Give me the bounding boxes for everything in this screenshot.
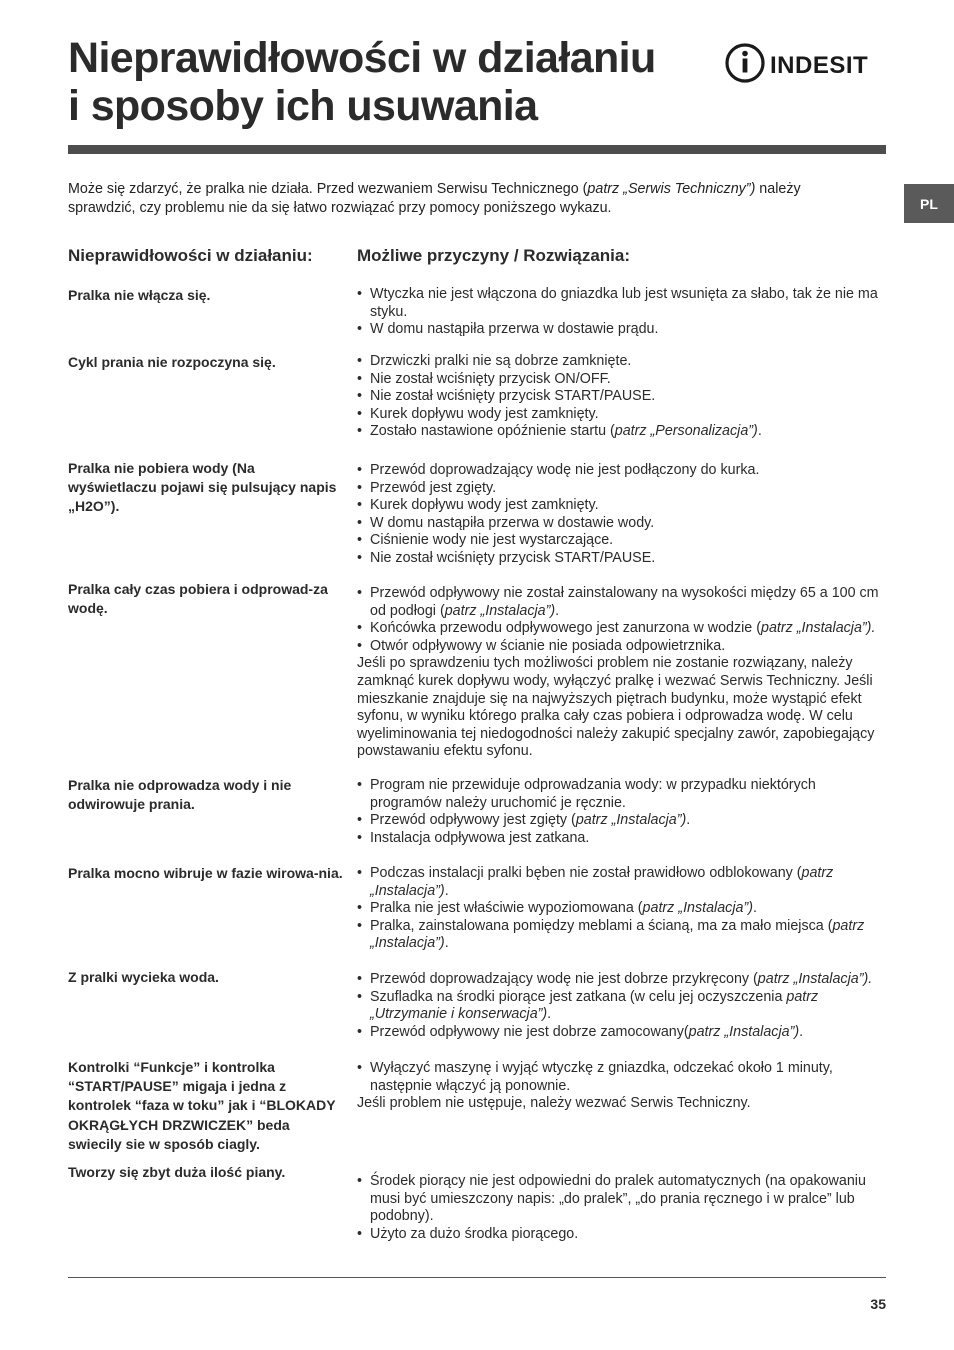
solution-item: • Przewód odpływowy nie został zainstalowany na wysokości między 65 a 100 cm od podłogi (patrz „Instalacja”). — [357, 585, 887, 620]
solution-item: • Pralka, zainstalowana pomiędzy meblami a ścianą, ma za mało miejsca (patrz „Instalacja”). — [357, 918, 887, 953]
problem-label: Kontrolki “Funkcje” i kontrolka “START/PAUSE” migaja i jedna z kontrolek “faza w toku” jak i “BLOKADY OKRĄGŁYCH DRZWICZEK” beda swiecily sie w sposób ciagly. — [68, 1059, 336, 1152]
solution-item: • Zostało nastawione opóźnienie startu (patrz „Personalizacja”). — [357, 423, 887, 441]
page-title-line-2: i sposoby ich usuwania — [68, 82, 538, 130]
solution-item: • Końcówka przewodu odpływowego jest zanurzona w wodzie (patrz „Instalacja”). — [357, 620, 887, 638]
solutions-list — [357, 865, 887, 953]
header-rule — [68, 145, 886, 154]
solution-item: • Nie został wciśnięty przycisk START/PAUSE. — [357, 388, 887, 406]
solution-item: • Środek piorący nie jest odpowiedni do pralek automatycznych (na opakowaniu musi być umieszczony napis: „do pralek”, „do prania ręcznego i w pralce” lub podobny). — [357, 1173, 887, 1226]
solution-item: • Program nie przewiduje odprowadzania wody: w przypadku niektórych programów należy uruchomić je ręcznie. — [357, 777, 887, 812]
problem-label: Pralka cały czas pobiera i odprowad-za wodę. — [68, 581, 328, 617]
solution-item: • Przewód doprowadzający wodę nie jest dobrze przykręcony (patrz „Instalacja”). — [357, 971, 887, 989]
brand-wordmark: INDESIT — [770, 52, 869, 79]
solution-item: • Kurek dopływu wody jest zamknięty. — [357, 406, 887, 424]
solution-item: • Przewód odpływowy jest zgięty (patrz „Instalacja”). — [357, 812, 887, 830]
solutions-list — [357, 1060, 887, 1113]
solution-item: • Szufladka na środki piorące jest zatkana (w celu jej oczyszczenia patrz „Utrzymanie i konserwacja”). — [357, 989, 887, 1024]
solution-item: • W domu nastąpiła przerwa w dostawie wody. — [357, 515, 887, 533]
problem-label: Pralka nie pobiera wody (Na wyświetlaczu pojawi się pulsujący napis „H2O”). — [68, 460, 337, 515]
solution-item: • Przewód jest zgięty. — [357, 480, 887, 498]
solution-item: • Wyłączyć maszynę i wyjąć wtyczkę z gniazdka, odczekać około 1 minuty, następnie włączyć ją ponownie. — [357, 1060, 887, 1095]
page-title — [68, 34, 656, 130]
solution-item: • Nie został wciśnięty przycisk ON/OFF. — [357, 371, 887, 389]
solutions-list — [357, 971, 887, 1041]
problem-label: Cykl prania nie rozpoczyna się. — [68, 354, 276, 370]
language-tab: PL — [904, 184, 954, 223]
problem-label: Z pralki wycieka woda. — [68, 969, 219, 985]
solution-item: • Kurek dopływu wody jest zamknięty. — [357, 497, 887, 515]
problem-label: Pralka nie włącza się. — [68, 287, 211, 303]
solution-item: • Nie został wciśnięty przycisk START/PAUSE. — [357, 550, 887, 568]
column-heading-solutions: Możliwe przyczyny / Rozwiązania: — [357, 246, 631, 265]
solutions-list — [357, 1173, 887, 1243]
problem-label: Tworzy się zbyt duża ilość piany. — [68, 1164, 286, 1180]
solution-item: • Użyto za dużo środka piorącego. — [357, 1226, 887, 1244]
solution-item: • Przewód odpływowy nie jest dobrze zamocowany(patrz „Instalacja”). — [357, 1024, 887, 1042]
solution-note: Jeśli problem nie ustępuje, należy wezwać Serwis Techniczny. — [357, 1095, 751, 1112]
solution-item: • W domu nastąpiła przerwa w dostawie prądu. — [357, 321, 887, 339]
page-title-line-1: Nieprawidłowości w działaniu — [68, 34, 656, 82]
column-heading-problems: Nieprawidłowości w działaniu: — [68, 246, 313, 265]
problem-label: Pralka mocno wibruje w fazie wirowa-nia. — [68, 865, 343, 881]
solution-item: • Pralka nie jest właściwie wypoziomowana (patrz „Instalacja”). — [357, 900, 887, 918]
solution-item: • Przewód doprowadzający wodę nie jest podłączony do kurka. — [357, 462, 887, 480]
solutions-list — [357, 462, 887, 568]
solutions-list — [357, 353, 887, 441]
footer-rule — [68, 1277, 886, 1278]
solution-item: • Drzwiczki pralki nie są dobrze zamknięte. — [357, 353, 887, 371]
solutions-list — [357, 585, 887, 761]
solutions-list — [357, 777, 887, 847]
solution-item: • Wtyczka nie jest włączona do gniazdka lub jest wsunięta za słabo, tak że nie ma styku. — [357, 286, 887, 321]
page-number: 35 — [870, 1296, 886, 1312]
solution-item: • Otwór odpływowy w ścianie nie posiada odpowietrznika. — [357, 638, 887, 656]
problem-label: Pralka nie odprowadza wody i nie odwirowuje prania. — [68, 777, 292, 813]
solutions-list — [357, 286, 887, 339]
solution-item: • Instalacja odpływowa jest zatkana. — [357, 830, 887, 848]
solution-note: Jeśli po sprawdzeniu tych możliwości problem nie zostanie rozwiązany, należy zamknąć kurek dopływu wody, wyłączyć pralkę i wezwać Serwis Techniczny. Jeśli mieszkanie znajduje się na najwyższych piętrach budynku, może wystąpić efekt syfonu, w wyniku którego pralka cały czas pobiera i odprowadza wodę. W celu wyeliminowania tej niedogodności należy zakupić specjalny zawór, zapobiegający powstawaniu efektu syfonu. — [357, 655, 875, 760]
solution-item: • Podczas instalacji pralki bęben nie został prawidłowo odblokowany (patrz „Instalacja”). — [357, 865, 887, 900]
indesit-logo — [724, 40, 890, 86]
solution-item: • Ciśnienie wody nie jest wystarczające. — [357, 532, 887, 550]
intro-text: Może się zdarzyć, że pralka nie działa. Przed wezwaniem Serwisu Technicznego (patrz „Serwis Techniczny”) należy sprawdzić, czy problemu nie da się łatwo rozwiązać przy pomocy poniższego wykazu. — [68, 181, 801, 216]
